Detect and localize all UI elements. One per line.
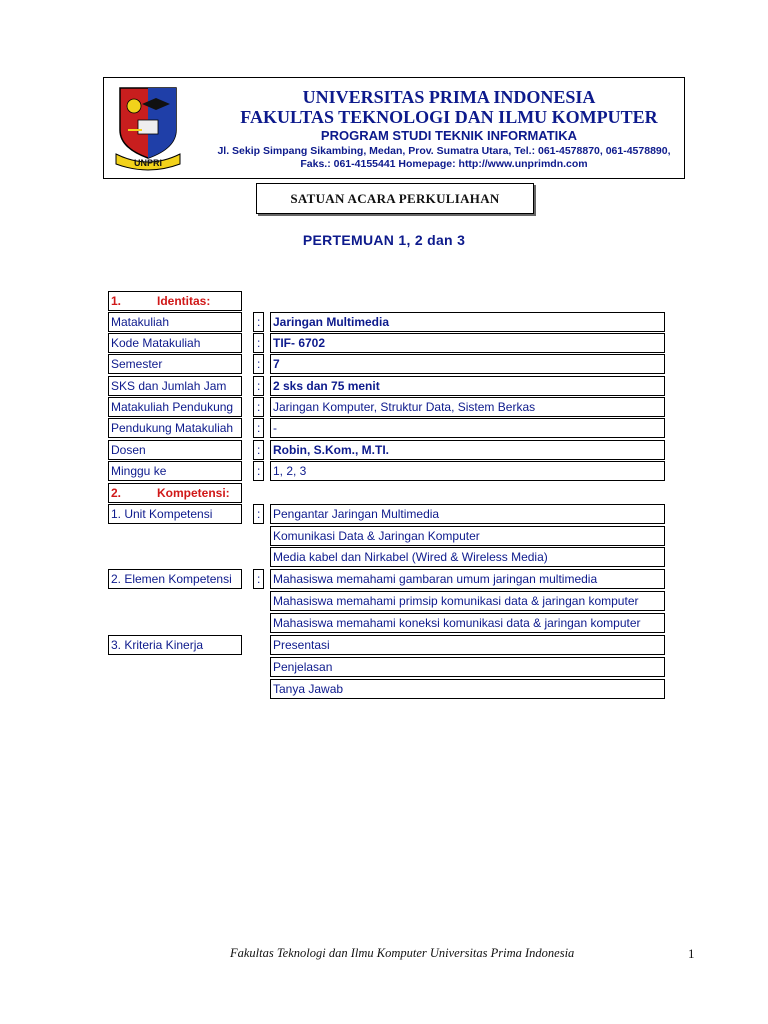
row-colon: : [253,418,264,438]
row-label: Minggu ke [108,461,242,481]
row-label: Matakuliah [108,312,242,332]
row-label: Pendukung Matakuliah [108,418,242,438]
row-value: - [270,418,665,438]
row-value: TIF- 6702 [270,333,665,353]
row-colon: : [253,397,264,417]
faculty-name: FAKULTAS TEKNOLOGI DAN ILMU KOMPUTER [240,107,658,127]
list-item: Pengantar Jaringan Multimedia [270,504,665,524]
row-value: 1, 2, 3 [270,461,665,481]
meeting-heading: PERTEMUAN 1, 2 dan 3 [302,232,466,248]
row-colon: : [253,504,264,524]
letterhead [103,77,685,179]
list-item: Penjelasan [270,657,665,677]
row-colon: : [253,376,264,396]
section-kompetensi-heading: 2. Kompetensi: [108,483,242,503]
list-item: Mahasiswa memahami gambaran umum jaringan multimedia [270,569,665,589]
row-value: 2 sks dan 75 menit [270,376,665,396]
svg-text:UNPRI: UNPRI [133,158,163,168]
list-item: Mahasiswa memahami koneksi komunikasi data & jaringan komputer [270,613,665,633]
list-item: Media kabel dan Nirkabel (Wired & Wireless Media) [270,547,665,567]
page-footer: Fakultas Teknologi dan Ilmu Komputer Universitas Prima Indonesia [230,946,575,960]
unit-kompetensi-label: 1. Unit Kompetensi [108,504,242,524]
address-line-1: Jl. Sekip Simpang Sikambing, Medan, Prov. Sumatra Utara, Tel.: 061-4578870, 061-4578890, [217,145,671,157]
row-colon: : [253,569,264,589]
row-label: SKS dan Jumlah Jam [108,376,242,396]
row-value: 7 [270,354,665,374]
row-label: Matakuliah Pendukung [108,397,242,417]
section-identitas-heading: 1. Identitas: [108,291,242,311]
address-line-2: Faks.: 061-4155441 Homepage: http://www.unprimdn.com [300,158,588,170]
row-value: Robin, S.Kom., M.TI. [270,440,665,460]
list-item: Tanya Jawab [270,679,665,699]
row-colon: : [253,461,264,481]
university-name: UNIVERSITAS PRIMA INDONESIA [302,87,596,107]
row-value: Jaringan Komputer, Struktur Data, Sistem Berkas [270,397,665,417]
row-label: Semester [108,354,242,374]
list-item: Komunikasi Data & Jaringan Komputer [270,526,665,546]
row-colon: : [253,312,264,332]
row-colon: : [253,333,264,353]
list-item: Mahasiswa memahami primsip komunikasi data & jaringan komputer [270,591,665,611]
program-name: PROGRAM STUDI TEKNIK INFORMATIKA [320,128,578,143]
row-value: Jaringan Multimedia [270,312,665,332]
elemen-kompetensi-label: 2. Elemen Kompetensi [108,569,242,589]
row-label: Dosen [108,440,242,460]
row-colon: : [253,354,264,374]
list-item: Presentasi [270,635,665,655]
kriteria-kinerja-label: 3. Kriteria Kinerja [108,635,242,655]
row-colon: : [253,440,264,460]
row-label: Kode Matakuliah [108,333,242,353]
university-logo-icon [112,84,184,172]
document-title: SATUAN ACARA PERKULIAHAN [256,183,534,214]
page-number: 1 [688,946,695,961]
